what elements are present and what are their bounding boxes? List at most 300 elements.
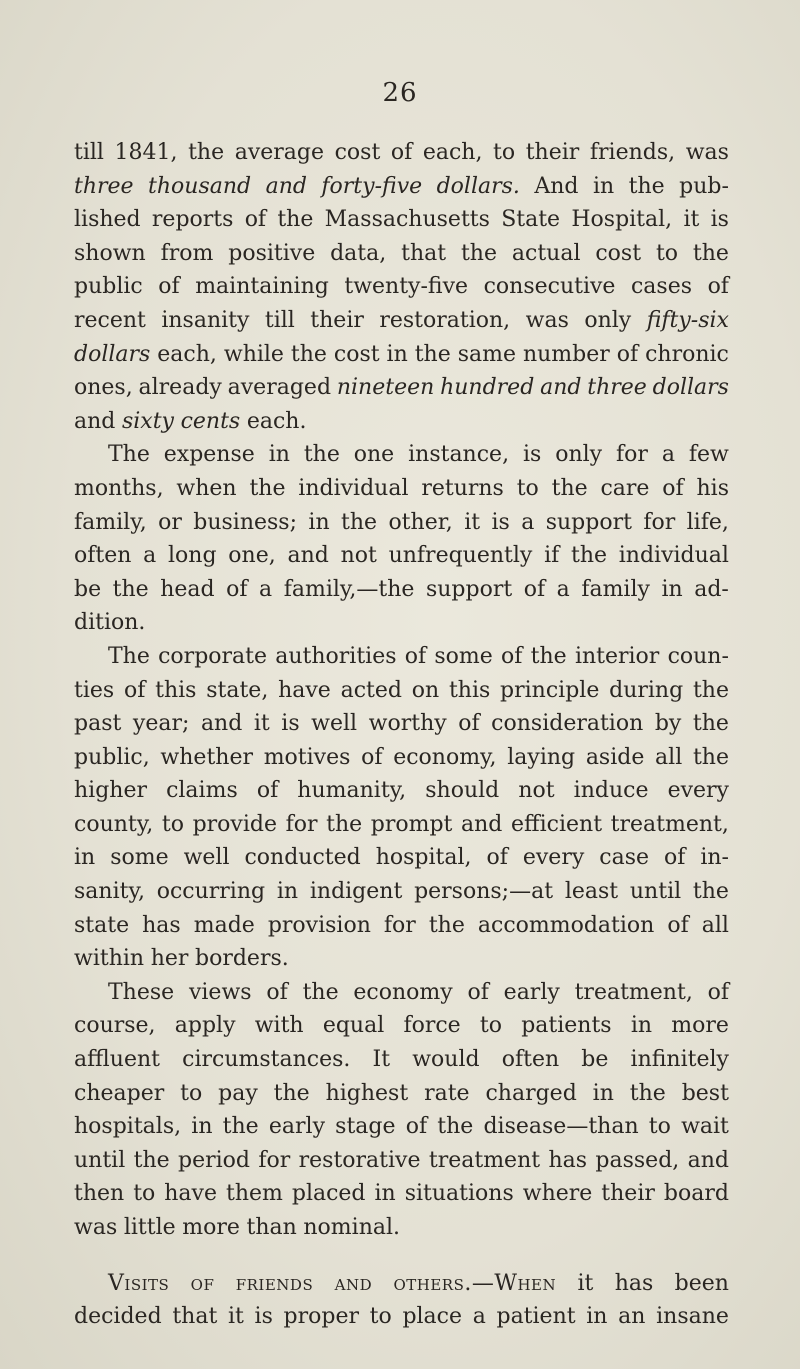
word: the (437, 1114, 474, 1140)
text-line (74, 841, 729, 875)
word: whether (160, 744, 253, 770)
word: patient (496, 1304, 576, 1330)
word: corporate (158, 643, 268, 669)
word: of (501, 643, 523, 669)
word: of (667, 912, 689, 938)
word: affluent (74, 1047, 160, 1073)
word: then (74, 1181, 125, 1207)
word: family,—the (283, 576, 415, 602)
word: a (472, 1304, 486, 1330)
word: her (150, 946, 189, 972)
word: them (225, 1181, 283, 1207)
word: 1841, (114, 140, 178, 165)
word: a (521, 509, 535, 535)
word: patients (521, 1013, 612, 1039)
word: not (340, 543, 377, 569)
word: conducted (244, 845, 361, 871)
word: be (74, 576, 102, 602)
word: is (522, 442, 542, 468)
text-line (74, 1077, 729, 1111)
word: few (688, 442, 729, 468)
word: and (200, 711, 243, 737)
word: the (551, 475, 588, 501)
text-line (74, 640, 729, 674)
word: in (74, 845, 96, 871)
word: all (701, 912, 729, 938)
word: be (581, 1047, 609, 1073)
word: the (290, 341, 327, 367)
word: to (655, 240, 679, 266)
word: or (158, 509, 182, 535)
word: of (467, 979, 489, 1005)
word: often (501, 1047, 560, 1073)
word: laying (507, 744, 576, 770)
word: family, (74, 509, 147, 535)
word: to (161, 811, 184, 837)
text-line (74, 136, 729, 170)
text-line (74, 472, 729, 506)
text-line (74, 338, 729, 372)
text-line (74, 808, 729, 842)
word: their (525, 140, 580, 165)
text-line (74, 270, 729, 304)
text-line (74, 606, 729, 640)
word: other, (388, 509, 453, 535)
word: have (164, 1181, 217, 1207)
word: the (341, 509, 378, 535)
word: cheaper (74, 1080, 165, 1106)
word: least (564, 879, 619, 905)
word: more (182, 1215, 240, 1240)
word: insanity (161, 307, 250, 333)
word: each. (246, 408, 307, 434)
word: was (525, 307, 569, 333)
word: dollars. (436, 173, 520, 199)
word: place (402, 1304, 463, 1330)
word: cents (180, 408, 241, 434)
word: the (222, 1114, 259, 1140)
word: dollars (652, 375, 729, 401)
word: state, (206, 677, 269, 703)
word: is (281, 711, 300, 737)
word: an (618, 1304, 646, 1330)
word: in (191, 1114, 213, 1140)
word: of (458, 711, 480, 737)
word: of (266, 979, 288, 1005)
text-line (74, 774, 729, 808)
word: has (142, 912, 181, 938)
word: persons;—at (414, 879, 554, 905)
word: These (108, 979, 175, 1005)
word: thousand (148, 173, 252, 199)
text-line (74, 237, 729, 271)
text-line (74, 1300, 729, 1334)
word: board (663, 1181, 729, 1207)
word: already (138, 375, 222, 401)
word: each, (157, 341, 217, 367)
word: efficient (510, 811, 603, 837)
text-line (74, 371, 729, 405)
word: lished (74, 207, 141, 233)
word: individual (298, 475, 409, 501)
word: the (692, 677, 729, 703)
word: support (425, 576, 513, 602)
word: in (308, 509, 330, 535)
word: pay (218, 1080, 258, 1106)
word: in (592, 173, 615, 199)
word: well (183, 845, 230, 871)
word: average (234, 140, 325, 165)
word: should (425, 778, 500, 804)
word: in (592, 1080, 614, 1106)
word: of (523, 576, 546, 602)
word: during (609, 677, 684, 703)
word: data, (330, 240, 387, 266)
text-line (74, 1009, 729, 1043)
word: the (692, 879, 729, 905)
word: fifty-six (646, 307, 729, 333)
word: economy (353, 979, 453, 1005)
word: when (176, 475, 237, 501)
word: nineteen (336, 375, 435, 401)
word: period (178, 1147, 250, 1173)
word: Hospital, (571, 207, 673, 233)
page-number: 26 (382, 78, 418, 108)
word: in (586, 1304, 608, 1330)
word: treatment, (574, 979, 693, 1005)
text-line (74, 405, 729, 439)
word: of (226, 576, 248, 602)
word: each, (422, 140, 483, 165)
text-line (74, 203, 729, 237)
word: the (326, 811, 363, 837)
word: interior (574, 643, 660, 669)
word: of (361, 744, 383, 770)
word: borders. (195, 946, 289, 972)
word: coun- (667, 643, 729, 669)
word: ties (74, 677, 115, 703)
word: have (278, 677, 331, 703)
word: higher (74, 778, 147, 804)
word: treatment, (610, 811, 729, 837)
word: treatment (428, 1147, 541, 1173)
word: on (411, 677, 440, 703)
word: to (479, 1013, 502, 1039)
word: expense (163, 442, 255, 468)
text-line (74, 909, 729, 943)
word: where (522, 1181, 593, 1207)
word: averaged (227, 375, 332, 401)
word: rate (424, 1080, 470, 1106)
word: support (545, 509, 632, 535)
word: in (268, 442, 290, 468)
word: has (614, 1270, 654, 1296)
word: force (403, 1013, 461, 1039)
word: would (412, 1047, 480, 1073)
word: in- (700, 845, 729, 871)
word: worthy (368, 711, 447, 737)
word: a (143, 543, 157, 569)
word: shown (74, 240, 146, 266)
word: the (277, 207, 314, 233)
word: authorities (275, 643, 397, 669)
word: consideration (491, 711, 644, 737)
word: the (571, 543, 608, 569)
word: induce (573, 778, 649, 804)
word: and (74, 408, 116, 434)
text-line (74, 707, 729, 741)
word: of (390, 140, 413, 165)
word: placed (291, 1181, 366, 1207)
word: number (522, 341, 610, 367)
word: is (710, 207, 729, 233)
word: with (254, 1013, 304, 1039)
word: prompt (370, 811, 453, 837)
word: three (587, 375, 647, 401)
word: twenty-five (344, 274, 469, 300)
word: course, (74, 1013, 156, 1039)
text-line (74, 1177, 729, 1211)
word: disease—than (483, 1114, 639, 1140)
word: of (244, 207, 267, 233)
word: circumstances. (182, 1047, 351, 1073)
word: cases (630, 274, 693, 300)
word: for (643, 509, 676, 535)
word: in (661, 576, 683, 602)
word: actual (511, 240, 581, 266)
text-line (74, 1267, 729, 1301)
word: their (601, 1181, 655, 1207)
word: passed, (595, 1147, 680, 1173)
word: hospitals, (74, 1114, 182, 1140)
word: a (661, 442, 675, 468)
word: of (405, 1114, 428, 1140)
word: in (374, 1181, 396, 1207)
word: some (110, 845, 169, 871)
text-line (74, 1110, 729, 1144)
word: for (616, 442, 648, 468)
word: of (404, 643, 427, 669)
word: cost (334, 140, 381, 165)
word: humanity, (297, 778, 407, 804)
word: reports (151, 207, 234, 233)
word: for (383, 912, 416, 938)
word: and (461, 811, 503, 837)
word: positive (228, 240, 316, 266)
word: to (133, 1181, 156, 1207)
word: was (685, 140, 729, 165)
word: the (133, 1147, 170, 1173)
word: consecutive (483, 274, 616, 300)
word: maintaining (195, 274, 329, 300)
word: principle (500, 677, 600, 703)
word: county, (74, 811, 154, 837)
text-line (74, 875, 729, 909)
word: motives (263, 744, 351, 770)
text-line (74, 1043, 729, 1077)
word: it (464, 509, 481, 535)
word: And (534, 173, 579, 199)
word: been (674, 1270, 729, 1296)
word: the (273, 1080, 310, 1106)
text-line (74, 1144, 729, 1178)
word: proper (283, 1304, 359, 1330)
word: infinitely (630, 1047, 729, 1073)
word: the (692, 744, 729, 770)
word: charged (485, 1080, 577, 1106)
word: family (581, 576, 650, 602)
text-line (74, 976, 729, 1010)
word: decided (74, 1304, 162, 1330)
body-text (74, 136, 729, 1334)
word: only (555, 442, 603, 468)
word: to (516, 475, 539, 501)
word: in (630, 1013, 653, 1039)
word: aside (585, 744, 645, 770)
word: and (687, 1147, 729, 1173)
word: until (629, 879, 682, 905)
word: for (285, 811, 318, 837)
text-line (74, 304, 729, 338)
word: of (158, 274, 180, 300)
word: only (584, 307, 632, 333)
word: others.—When (393, 1270, 557, 1296)
word: provide (192, 811, 277, 837)
word: of (662, 475, 684, 501)
word: one, (228, 543, 276, 569)
word: for (258, 1147, 291, 1173)
word: acted (340, 677, 402, 703)
word: every (667, 778, 729, 804)
word: ones, (74, 375, 133, 401)
word: business; (193, 509, 298, 535)
word: this (448, 677, 491, 703)
word: to (648, 1114, 671, 1140)
word: returns (421, 475, 504, 501)
word: sanity, (74, 879, 145, 905)
word: the (188, 140, 225, 165)
word: while (223, 341, 284, 367)
word: his (696, 475, 729, 501)
word: the (112, 576, 149, 602)
word: a (259, 576, 273, 602)
word: situations (404, 1181, 514, 1207)
text-line (74, 438, 729, 472)
word: the (303, 442, 340, 468)
word: indigent (309, 879, 403, 905)
word: by (654, 711, 682, 737)
word: claims (166, 778, 238, 804)
word: of (616, 341, 639, 367)
word: dollars (74, 341, 151, 367)
word: within (74, 946, 145, 972)
word: than (246, 1215, 297, 1240)
text-line (74, 170, 729, 204)
word: restorative (298, 1147, 421, 1173)
word: restoration, (379, 307, 511, 333)
word: in (386, 341, 408, 367)
word: the (302, 979, 339, 1005)
word: three (74, 173, 134, 199)
word: state (74, 912, 130, 938)
word: it (683, 207, 700, 233)
word: the (249, 475, 286, 501)
word: insane (656, 1304, 729, 1330)
word: head (160, 576, 215, 602)
word: not (518, 778, 555, 804)
word: equal (322, 1013, 385, 1039)
word: Massachusetts (324, 207, 490, 233)
word: the (629, 1080, 666, 1106)
word: this (155, 677, 197, 703)
word: care (600, 475, 650, 501)
word: economy, (393, 744, 497, 770)
word: the (428, 912, 465, 938)
word: and (334, 1270, 373, 1296)
word: views (188, 979, 252, 1005)
word: ad- (694, 576, 729, 602)
word: public, (74, 744, 150, 770)
word: Visits (108, 1270, 170, 1296)
word: and (287, 543, 329, 569)
word: cost (333, 341, 380, 367)
word: of (190, 1270, 215, 1296)
word: highest (325, 1080, 409, 1106)
word: it (577, 1270, 594, 1296)
word: all (655, 744, 683, 770)
word: hundred (440, 375, 535, 401)
word: was (74, 1215, 118, 1240)
word: it (227, 1304, 244, 1330)
word: The (108, 643, 150, 669)
word: often (74, 543, 132, 569)
word: one (353, 442, 395, 468)
word: accommodation (477, 912, 655, 938)
word: and (540, 375, 582, 401)
word: unfrequently (388, 543, 533, 569)
word: early (503, 979, 560, 1005)
word: forty-five (321, 173, 423, 199)
text-line (74, 1211, 729, 1245)
word: same (457, 341, 516, 367)
word: instance, (408, 442, 510, 468)
word: it (253, 711, 270, 737)
word: the (692, 711, 729, 737)
word: friends, (589, 140, 676, 165)
word: has (548, 1147, 588, 1173)
word: the (414, 341, 451, 367)
word: individual (618, 543, 729, 569)
word: made (193, 912, 255, 938)
word: dition. (74, 610, 146, 636)
word: every (522, 845, 585, 871)
word: is (491, 509, 510, 535)
word: case (599, 845, 649, 871)
word: of (123, 677, 146, 703)
word: to (180, 1080, 203, 1106)
word: year; (132, 711, 190, 737)
word: of (486, 845, 508, 871)
word: early (268, 1114, 325, 1140)
text-line (74, 573, 729, 607)
word: of (707, 274, 729, 300)
word: till (74, 140, 104, 165)
text-line (74, 539, 729, 573)
text-line (74, 506, 729, 540)
word: to (493, 140, 516, 165)
word: cost (595, 240, 642, 266)
word: a (556, 576, 570, 602)
